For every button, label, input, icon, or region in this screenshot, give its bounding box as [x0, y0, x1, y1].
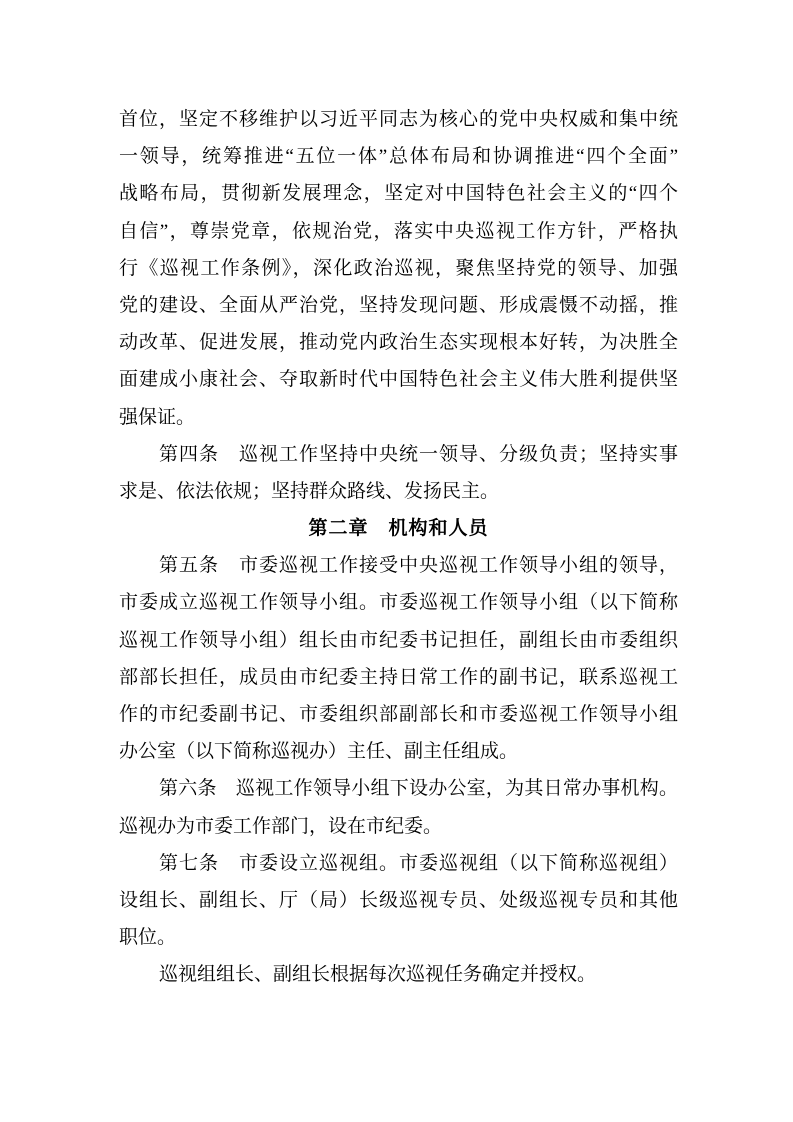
document-line: 党的建设、全面从严治党，坚持发现问题、形成震慑不动摇，推 — [119, 294, 678, 316]
chapter-heading: 第二章 机构和人员 — [308, 518, 489, 540]
document-line: 求是、依法依规；坚持群众路线、发扬民主。 — [119, 480, 500, 502]
document-line: 行《巡视工作条例》，深化政治巡视，聚焦坚持党的领导、加强 — [119, 257, 678, 279]
document-line: 巡视组组长、副组长根据每次巡视任务确定并授权。 — [159, 964, 597, 986]
document-line: 作的市纪委副书记、市委组织部副部长和市委巡视工作领导小组 — [119, 704, 678, 725]
document-line: 自信”，尊崇党章，依规治党，落实中央巡视工作方针，严格执 — [119, 220, 678, 242]
document-line: 动改革、促进发展，推动党内政治生态实现根本好转，为决胜全 — [119, 332, 678, 354]
document-line: 一领导，统筹推进“五位一体”总体布局和协调推进“四个全面” — [119, 146, 678, 168]
document-line: 设组长、副组长、厅（局）长级巡视专员、处级巡视专员和其他 — [119, 889, 678, 911]
document-line: 第五条 市委巡视工作接受中央巡视工作领导小组的领导， — [159, 555, 678, 577]
document-line: 强保证。 — [119, 406, 196, 428]
document-line: 第六条 巡视工作领导小组下设办公室，为其日常办事机构。 — [159, 778, 678, 800]
document-line: 巡视工作领导小组）组长由市纪委书记担任，副组长由市委组织 — [119, 629, 678, 651]
document-line: 办公室（以下简称巡视办）主任、副主任组成。 — [119, 741, 519, 763]
document-line: 市委成立巡视工作领导小组。市委巡视工作领导小组（以下简称 — [119, 592, 678, 614]
text-block — [119, 101, 678, 994]
document-line: 战略布局，贯彻新发展理念，坚定对中国特色社会主义的“四个 — [119, 183, 678, 205]
document-line: 第七条 市委设立巡视组。市委巡视组（以下简称巡视组） — [159, 852, 678, 874]
document-line: 部部长担任，成员由市纪委主持日常工作的副书记，联系巡视工 — [119, 666, 678, 688]
document-line: 首位，坚定不移维护以习近平同志为核心的党中央权威和集中统 — [119, 109, 678, 130]
document-line: 巡视办为市委工作部门，设在市纪委。 — [119, 815, 443, 837]
document-line: 面建成小康社会、夺取新时代中国特色社会主义伟大胜利提供坚 — [119, 369, 678, 391]
document-line: 第四条 巡视工作坚持中央统一领导、分级负责；坚持实事 — [159, 443, 678, 465]
document-line: 职位。 — [119, 927, 177, 949]
